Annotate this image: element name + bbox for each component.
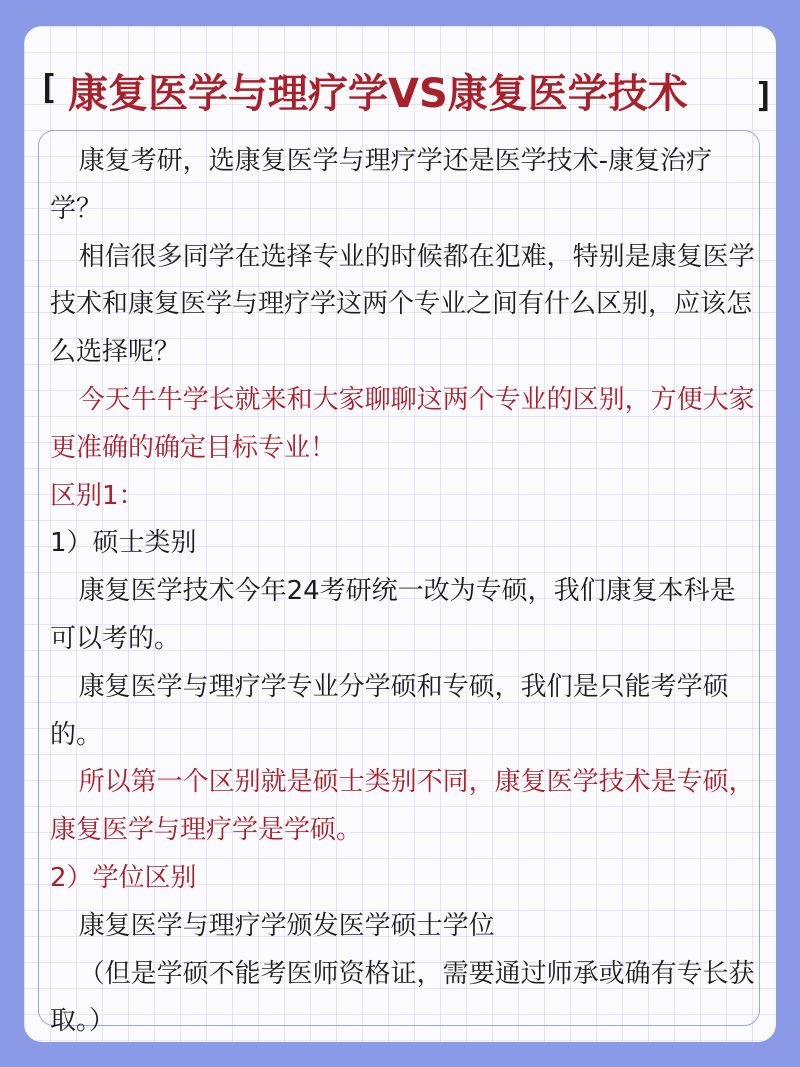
degree-paragraph: 康复医学与理疗学颁发医学硕士学位 [78, 910, 495, 941]
page-title: 康复医学与理疗学VS康复医学技术 [68, 71, 688, 117]
physio-paragraph: 康复医学与理疗学专业分学硕和专硕，我们是只能考学硕的。 [50, 671, 729, 750]
title-bracket-left: [ [38, 68, 59, 108]
highlight-paragraph: 今天牛牛学长就来和大家聊聊这两个专业的区别，方便大家更准确的确定目标专业！ [50, 384, 755, 463]
intro-paragraph: 相信很多同学在选择专业的时候都在犯难，特别是康复医学技术和康复医学与理疗学这两个专业之间有什么区别，应该怎么选择呢？ [50, 241, 755, 368]
degree-type-heading: 1）硕士类别 [50, 528, 197, 559]
difference-1-heading: 区别1： [50, 480, 145, 511]
note-paragraph: （但是学硕不能考医师资格证，需要通过师承或确有专长获取。） [50, 958, 755, 1037]
intro-question: 康复考研，选康复医学与理疗学还是医学技术-康复治疗学？ [50, 146, 712, 224]
title-row [24, 62, 776, 126]
tech-paragraph: 康复医学技术今年24考研统一改为专硕，我们康复本科是可以考的。 [50, 576, 736, 654]
article-body [50, 138, 760, 1042]
title-bracket-right: ] [754, 76, 775, 116]
note-card [24, 26, 776, 1042]
degree-difference-heading: 2）学位区别 [50, 862, 197, 893]
conclusion-paragraph: 所以第一个区别就是硕士类别不同，康复医学技术是专硕，康复医学与理疗学是学硕。 [50, 767, 755, 846]
